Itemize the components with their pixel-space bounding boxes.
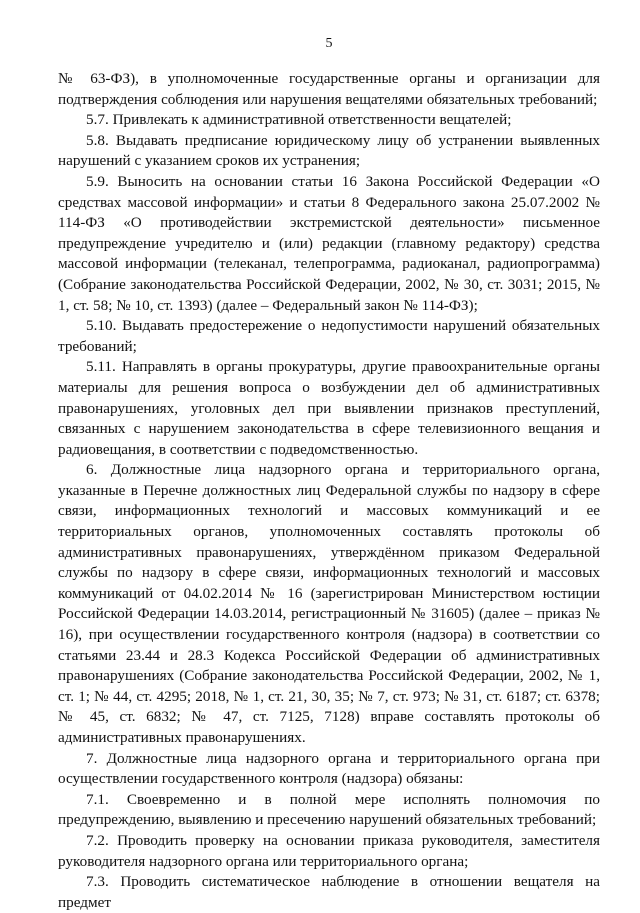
paragraph-p7-1: 7.1. Своевременно и в полной мере исполнять полномочия по предупреждению, выявлению и пресечению нарушений обязательных требований; <box>58 790 600 829</box>
document-body <box>58 69 600 913</box>
paragraph-p5-8: 5.8. Выдавать предписание юридическому лицу об устранении выявленных нарушений с указанием сроков их устранения; <box>58 131 600 170</box>
paragraph-p5-7: 5.7. Привлекать к административной ответственности вещателей; <box>86 111 512 129</box>
paragraph-cont: № 63-ФЗ), в уполномоченные государственные органы и организации для подтверждения соблюдения или нарушения вещателями обязательных требований; <box>58 70 600 108</box>
paragraph-p5-11: 5.11. Направлять в органы прокуратуры, другие правоохранительные органы материалы для решения вопроса о возбуждении дел об административных правонарушениях, уголовных дел при выявлении признаков преступлений, связанных с нарушением законодательства в сфере телевизионного вещания и радиовещания, в соответствии с подведомственностью. <box>58 358 600 458</box>
paragraph-p5-10: 5.10. Выдавать предостережение о недопустимости нарушений обязательных требований; <box>58 317 600 355</box>
paragraph-p7-3: 7.3. Проводить систематическое наблюдение в отношении вещателя на предмет <box>58 873 600 911</box>
paragraph-p6: 6. Должностные лица надзорного органа и территориального органа, указанные в Перечне должностных лиц Федеральной службы по надзору в сфере связи, информационных технологий и массовых коммуникаций и ее территориальных органов, уполномоченных составлять протоколы об административных правонарушениях, утверждённом приказом Федеральной службы по надзору в сфере связи, информационных технологий и массовых коммуникаций от 04.02.2014 № 16 (зарегистрирован Министерством юстиции Российской Федерации 14.03.2014, регистрационный № 31605) (далее – приказ № 16), при осуществлении государственного контроля (надзора) в соответствии со статьями 23.44 и 28.3 Кодекса Российской Федерации об административных правонарушениях (Собрание законодательства Российской Федерации, 2002, № 1, ст. 1; № 44, ст. 4295; 2018, № 1, ст. 21, 30, 35; № 7, ст. 973; № 31, ст. 6187; ст. 6378; № 45, ст. 6832; № 47, ст. 7125, 7128) вправе составлять протоколы об административных правонарушениях. <box>58 461 600 746</box>
paragraph-p5-9: 5.9. Выносить на основании статьи 16 Закона Российской Федерации «О средствах массовой информации» и статьи 8 Федерального закона 25.07.2002 № 114-ФЗ «О противодействии экстремистской деятельности» письменное предупреждение учредителю и (или) редакции (главному редактору) средства массовой информации (телеканал, телепрограмма, радиоканал, радиопрограмма) (Собрание законодательства Российской Федерации, 2002, № 30, ст. 3031; 2015, № 1, ст. 58; № 10, ст. 1393) (далее – Федеральный закон № 114-ФЗ); <box>58 172 600 314</box>
paragraph-p7: 7. Должностные лица надзорного органа и территориального органа при осуществлении государственного контроля (надзора) обязаны: <box>58 749 600 788</box>
paragraph-p7-2: 7.2. Проводить проверку на основании приказа руководителя, заместителя руководителя надзорного органа или территориального органа; <box>58 831 600 870</box>
page-number: 5 <box>325 36 333 51</box>
